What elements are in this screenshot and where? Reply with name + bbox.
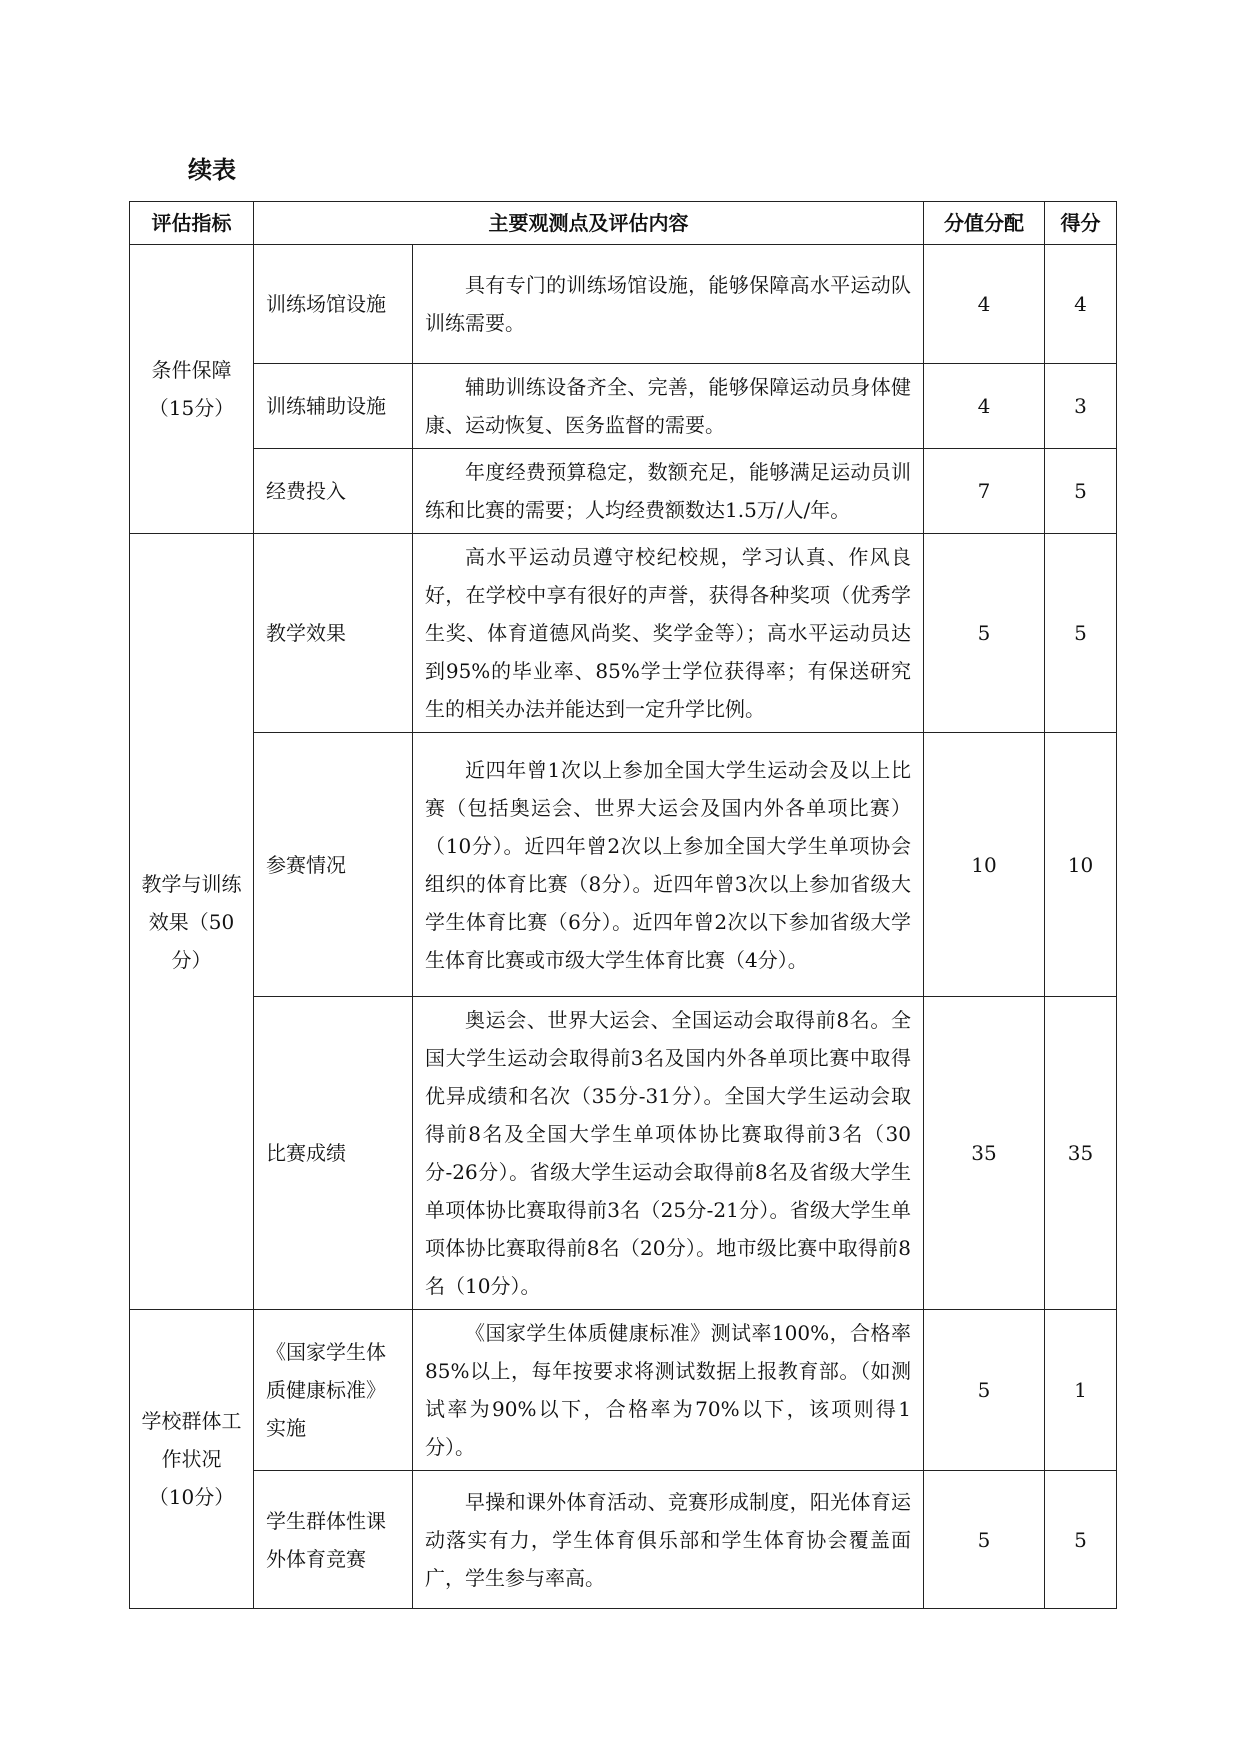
table-row <box>130 1310 1117 1471</box>
table-row <box>130 733 1117 997</box>
description-text: 年度经费预算稳定，数额充足，能够满足运动员训练和比赛的需要；人均经费额数达1.5万/人/年。 <box>425 460 911 522</box>
max-score-cell: 10 <box>924 733 1045 997</box>
table-row <box>130 449 1117 534</box>
description-cell <box>413 997 924 1310</box>
header-content: 主要观测点及评估内容 <box>254 202 924 245</box>
table-row <box>130 364 1117 449</box>
score-cell: 1 <box>1045 1310 1117 1471</box>
category-cell: 学校群体工作状况（10分） <box>130 1310 254 1609</box>
table-row <box>130 997 1117 1310</box>
description-text: 近四年曾1次以上参加全国大学生运动会及以上比赛（包括奥运会、世界大运会及国内外各单项比赛）（10分）。近四年曾2次以上参加全国大学生单项协会组织的体育比赛（8分）。近四年曾3次以上参加省级大学生体育比赛（6分）。近四年曾2次以下参加省级大学生体育比赛或市级大学生体育比赛（4分）。 <box>425 757 911 972</box>
table-row <box>130 245 1117 364</box>
description-cell <box>413 245 924 364</box>
description-text: 具有专门的训练场馆设施，能够保障高水平运动队训练需要。 <box>425 273 911 335</box>
max-score-cell: 4 <box>924 245 1045 364</box>
score-cell: 5 <box>1045 449 1117 534</box>
table-row <box>130 534 1117 733</box>
item-cell: 比赛成绩 <box>254 997 413 1310</box>
table-row <box>130 1471 1117 1609</box>
description-cell <box>413 1471 924 1609</box>
description-cell <box>413 733 924 997</box>
description-text: 《国家学生体质健康标准》测试率100%，合格率85%以上，每年按要求将测试数据上报教育部。（如测试率为90%以下，合格率为70%以下，该项则得1分）。 <box>425 1321 911 1459</box>
score-cell: 10 <box>1045 733 1117 997</box>
item-cell: 参赛情况 <box>254 733 413 997</box>
table-header-row <box>130 202 1117 245</box>
description-cell <box>413 364 924 449</box>
score-cell: 35 <box>1045 997 1117 1310</box>
score-cell: 5 <box>1045 534 1117 733</box>
max-score-cell: 35 <box>924 997 1045 1310</box>
description-text: 奥运会、世界大运会、全国运动会取得前8名。全国大学生运动会取得前3名及国内外各单项比赛中取得优异成绩和名次（35分-31分）。全国大学生运动会取得前8名及全国大学生单项体协比赛取得前3名（30分-26分）。省级大学生运动会取得前8名及省级大学生单项体协比赛取得前3名（25分-21分）。省级大学生单项体协比赛取得前8名（20分）。地市级比赛中取得前8名（10分）。 <box>425 1008 911 1298</box>
description-cell <box>413 1310 924 1471</box>
item-cell: 教学效果 <box>254 534 413 733</box>
score-cell: 3 <box>1045 364 1117 449</box>
description-text: 辅助训练设备齐全、完善，能够保障运动员身体健康、运动恢复、医务监督的需要。 <box>425 375 911 437</box>
header-score: 得分 <box>1045 202 1117 245</box>
category-cell: 条件保障（15分） <box>130 245 254 534</box>
description-cell <box>413 534 924 733</box>
max-score-cell: 7 <box>924 449 1045 534</box>
item-cell: 经费投入 <box>254 449 413 534</box>
score-cell: 5 <box>1045 1471 1117 1609</box>
header-indicator: 评估指标 <box>130 202 254 245</box>
category-cell: 教学与训练效果（50分） <box>130 534 254 1310</box>
score-cell: 4 <box>1045 245 1117 364</box>
header-max-score: 分值分配 <box>924 202 1045 245</box>
max-score-cell: 5 <box>924 534 1045 733</box>
item-cell: 训练辅助设施 <box>254 364 413 449</box>
max-score-cell: 5 <box>924 1471 1045 1609</box>
page-title: 续表 <box>188 156 236 184</box>
description-text: 高水平运动员遵守校纪校规，学习认真、作风良好，在学校中享有很好的声誉，获得各种奖项（优秀学生奖、体育道德风尚奖、奖学金等）；高水平运动员达到95%的毕业率、85%学士学位获得率；有保送研究生的相关办法并能达到一定升学比例。 <box>425 545 911 721</box>
max-score-cell: 5 <box>924 1310 1045 1471</box>
description-text: 早操和课外体育活动、竞赛形成制度，阳光体育运动落实有力，学生体育俱乐部和学生体育协会覆盖面广，学生参与率高。 <box>425 1489 911 1590</box>
description-cell <box>413 449 924 534</box>
evaluation-table <box>129 201 1117 1609</box>
item-cell: 学生群体性课外体育竞赛 <box>254 1471 413 1609</box>
item-cell: 训练场馆设施 <box>254 245 413 364</box>
max-score-cell: 4 <box>924 364 1045 449</box>
item-cell: 《国家学生体质健康标准》实施 <box>254 1310 413 1471</box>
